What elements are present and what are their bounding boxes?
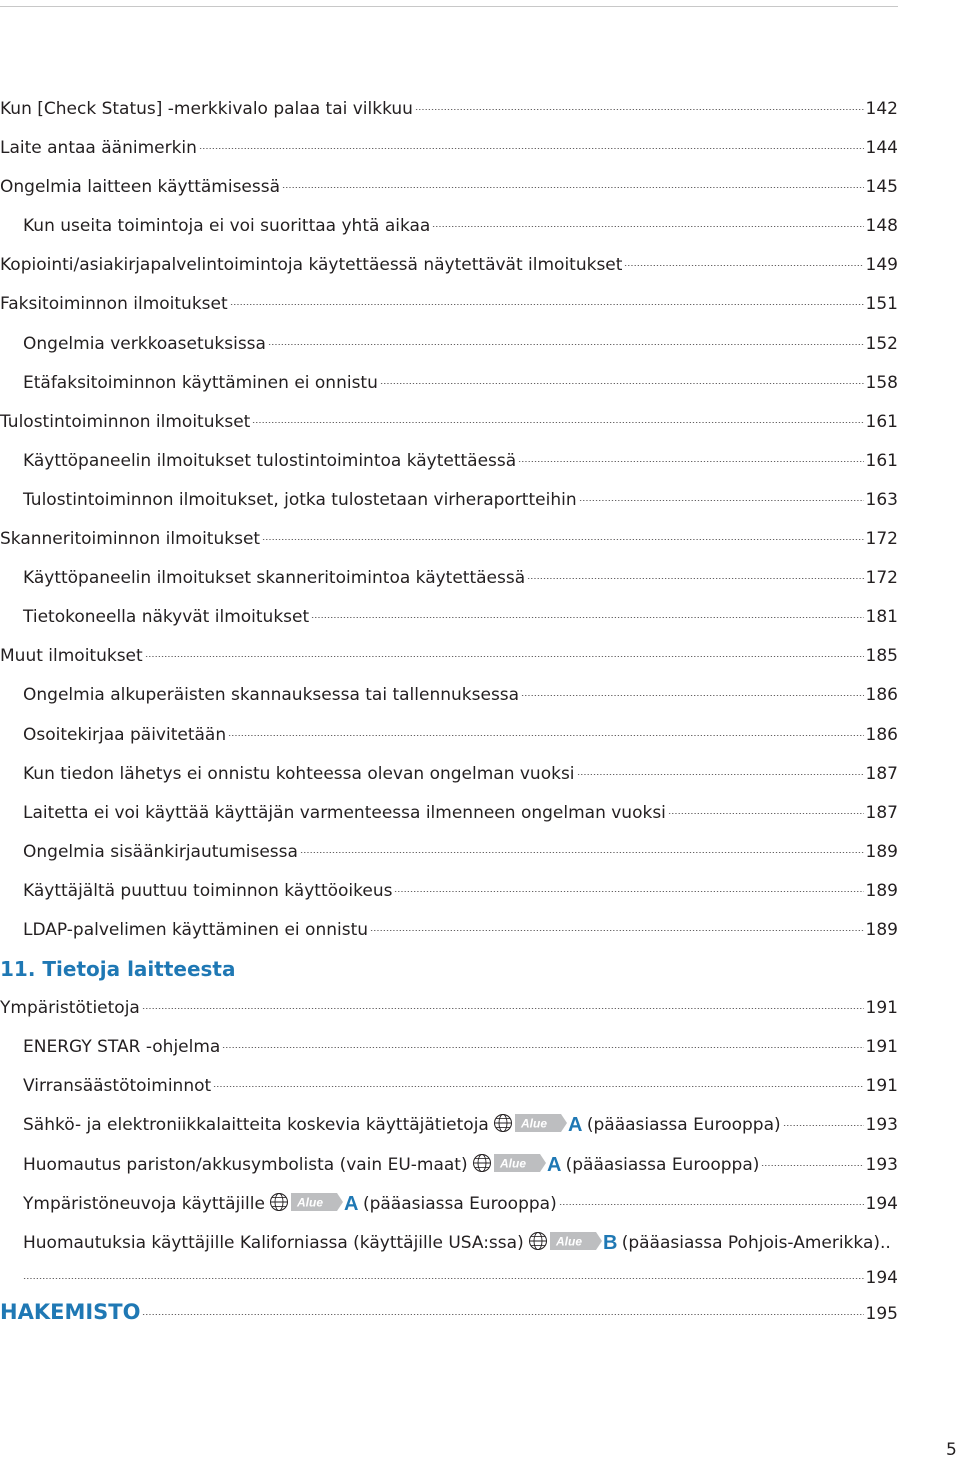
toc-entry[interactable] [0, 1185, 898, 1224]
toc-entry-page: 144 [865, 138, 898, 159]
toc-entry-page: 145 [865, 177, 898, 198]
toc-entry[interactable] [0, 285, 898, 324]
dot-leader [213, 1086, 863, 1087]
toc-entry-page: 172 [865, 529, 898, 550]
toc-entry[interactable] [0, 833, 898, 872]
toc-entry[interactable] [0, 129, 898, 168]
region-badge [548, 1230, 618, 1252]
toc-entry-page: 194 [865, 1267, 898, 1288]
toc-entry-page: 181 [865, 607, 898, 628]
toc-entry-title: Ongelmia laitteen käyttämisessä [0, 177, 281, 198]
dot-leader [577, 774, 864, 775]
toc-entry-title: Skanneritoiminnon ilmoitukset [0, 529, 261, 550]
toc-entry-title: Ympäristötietoja [0, 998, 140, 1019]
toc-entry-page: 152 [865, 333, 898, 354]
dot-leader [252, 422, 863, 423]
dot-leader [380, 383, 864, 384]
toc-entry-title: Kopiointi/asiakirjapalvelintoimintoja käytettäessä näytettävät ilmoitukset [0, 255, 623, 276]
toc-entry-page: 149 [865, 255, 898, 276]
toc-entry-title [23, 1106, 781, 1145]
toc-entry-title [23, 1224, 891, 1263]
region-letter: A [567, 1114, 583, 1135]
toc-entry[interactable] [0, 1146, 898, 1185]
toc-entry-page: 163 [865, 489, 898, 510]
toc-entry-page: 172 [865, 568, 898, 589]
region-word: Alue [499, 1156, 526, 1171]
toc-entry[interactable] [0, 872, 898, 911]
dot-leader [624, 265, 863, 266]
toc-entry[interactable] [0, 989, 898, 1028]
dot-leader [268, 344, 864, 345]
toc-entry-page: 158 [865, 372, 898, 393]
dot-leader [370, 930, 864, 931]
region-badge [289, 1191, 359, 1213]
toc-entry-region-text: (pääasiassa Pohjois-Amerikka).. [621, 1232, 891, 1253]
dot-leader [230, 304, 864, 305]
toc-entry-text: Huomautus pariston/akkusymbolista (vain EU-maat) [23, 1154, 468, 1175]
dot-leader [228, 735, 863, 736]
toc-entry-title: Kun [Check Status] -merkkivalo palaa tai vilkkuu [0, 99, 413, 119]
region-word: Alue [520, 1116, 547, 1131]
toc-entry-page: 161 [865, 411, 898, 432]
toc-entry[interactable] [0, 1028, 898, 1067]
region-letter: B [602, 1231, 618, 1252]
dot-leader [142, 1314, 863, 1315]
toc-entry[interactable] [0, 755, 898, 794]
toc-entry[interactable] [0, 90, 898, 129]
toc-entry[interactable] [0, 403, 898, 442]
dot-leader [142, 1008, 864, 1009]
toc-entry[interactable] [0, 364, 898, 403]
toc-entry-page: 193 [865, 1115, 898, 1136]
region-mark [269, 1191, 359, 1213]
toc-entry-page: 148 [865, 216, 898, 237]
toc-entry-page: 185 [865, 646, 898, 667]
dot-leader [527, 578, 863, 579]
toc-entry-title: Laitetta ei voi käyttää käyttäjän varmenteessa ilmenneen ongelman vuoksi [23, 802, 666, 823]
toc-entry-title: Muut ilmoitukset [0, 646, 143, 667]
dot-leader [761, 1165, 863, 1166]
dot-leader [222, 1047, 863, 1048]
toc-entry-region-text: (pääasiassa Eurooppa) [565, 1154, 760, 1175]
toc-entry[interactable] [0, 442, 898, 481]
chapter-heading[interactable]: 11. Tietoja laitteesta [0, 957, 236, 982]
toc-entry[interactable] [0, 246, 898, 285]
toc-entry-title: Käyttäjältä puuttuu toiminnon käyttöoikeus [23, 880, 393, 901]
dot-leader [432, 226, 863, 227]
toc-entry-page: 189 [865, 841, 898, 862]
toc-entry-title [23, 1146, 759, 1185]
toc-entry[interactable] [0, 794, 898, 833]
toc-entry-text: Huomautuksia käyttäjille Kaliforniassa (käyttäjille USA:ssa) [23, 1232, 524, 1253]
dot-leader [783, 1125, 864, 1126]
dot-leader [145, 656, 864, 657]
toc-entry[interactable] [0, 911, 898, 950]
dot-leader [579, 500, 864, 501]
toc-entry-title: Laite antaa äänimerkin [0, 138, 197, 159]
toc-entry-title: Ongelmia alkuperäisten skannauksessa tai tallennuksessa [23, 685, 520, 706]
toc-entry-region-text: (pääasiassa Eurooppa) [362, 1193, 557, 1214]
region-mark [493, 1112, 583, 1134]
toc-entry-page: 186 [865, 724, 898, 745]
toc-entry-title: Kun useita toimintoja ei voi suorittaa yhtä aikaa [23, 216, 431, 237]
table-of-contents [0, 90, 898, 1332]
toc-entry-page: 187 [865, 802, 898, 823]
dot-leader [311, 617, 863, 618]
toc-entry[interactable] [0, 598, 898, 637]
toc-entry-title: Käyttöpaneelin ilmoitukset skanneritoimintoa käytettäessä [23, 568, 526, 589]
toc-entry-title: Ongelmia verkkoasetuksissa [23, 333, 266, 354]
region-mark [472, 1152, 562, 1174]
toc-entry[interactable] [0, 1106, 898, 1145]
top-rule [0, 6, 898, 7]
toc-entry-title: Tietokoneella näkyvät ilmoitukset [23, 607, 310, 628]
index-entry[interactable] [0, 1293, 898, 1332]
globe-icon [269, 1192, 289, 1212]
toc-entry-page: 189 [865, 919, 898, 940]
toc-entry[interactable] [0, 325, 898, 364]
toc-entry-page: 189 [865, 880, 898, 901]
toc-entry[interactable] [0, 207, 898, 246]
toc-entry[interactable] [0, 637, 898, 676]
region-letter: A [546, 1153, 562, 1174]
toc-entry-page: 191 [865, 1037, 898, 1058]
region-letter: A [343, 1192, 359, 1213]
toc-entry-title: Osoitekirjaa päivitetään [23, 724, 227, 745]
dot-leader [668, 813, 864, 814]
dot-leader [300, 852, 864, 853]
dot-leader [521, 695, 863, 696]
toc-entry-page: 186 [865, 685, 898, 706]
toc-entry-title: Tulostintoiminnon ilmoitukset, jotka tulostetaan virheraportteihin [23, 489, 577, 510]
toc-entry-page: 187 [865, 763, 898, 784]
toc-entry-region-text: (pääasiassa Eurooppa) [586, 1115, 781, 1136]
toc-entry-text: Ympäristöneuvoja käyttäjille [23, 1193, 265, 1214]
region-badge [492, 1152, 562, 1174]
toc-entry-title: Virransäästötoiminnot [23, 1076, 212, 1097]
dot-leader [199, 148, 864, 149]
toc-entry[interactable] [0, 1067, 898, 1106]
page-number: 5 [946, 1440, 957, 1460]
toc-entry-title: Faksitoiminnon ilmoitukset [0, 294, 228, 315]
toc-entry[interactable] [0, 1224, 898, 1263]
toc-entry-title: Käyttöpaneelin ilmoitukset tulostintoimintoa käytettäessä [23, 450, 517, 471]
toc-entry-title: Tulostintoiminnon ilmoitukset [0, 411, 251, 432]
toc-entry-page: 193 [865, 1154, 898, 1175]
region-mark [528, 1230, 618, 1252]
toc-entry[interactable] [0, 559, 898, 598]
toc-entry-page: 191 [865, 1076, 898, 1097]
index-page: 195 [865, 1303, 898, 1324]
toc-entry-continuation[interactable] [0, 1263, 898, 1293]
region-word: Alue [296, 1195, 323, 1210]
dot-leader [282, 187, 864, 188]
toc-entry[interactable] [0, 676, 898, 715]
toc-entry-title: Etäfaksitoiminnon käyttäminen ei onnistu [23, 372, 378, 393]
region-word: Alue [555, 1234, 582, 1249]
globe-icon [493, 1113, 513, 1133]
dot-leader [23, 1278, 864, 1279]
index-title: HAKEMISTO [0, 1299, 141, 1324]
toc-entry-page: 191 [865, 998, 898, 1019]
region-badge [513, 1112, 583, 1134]
toc-entry[interactable] [0, 520, 898, 559]
toc-entry-title: Kun tiedon lähetys ei onnistu kohteessa olevan ongelman vuoksi [23, 763, 575, 784]
toc-entry-page: 161 [865, 450, 898, 471]
dot-leader [415, 109, 864, 110]
toc-entry-title [23, 1185, 557, 1224]
dot-leader [518, 461, 863, 462]
globe-icon [528, 1231, 548, 1251]
dot-leader [559, 1204, 864, 1205]
toc-entry-title: ENERGY STAR -ohjelma [23, 1037, 221, 1058]
toc-entry[interactable] [0, 481, 898, 520]
toc-entry-text: Sähkö- ja elektroniikkalaitteita koskevia käyttäjätietoja [23, 1115, 489, 1136]
toc-entry-page: 142 [865, 99, 898, 119]
toc-entry-page: 151 [865, 294, 898, 315]
globe-icon [472, 1153, 492, 1173]
toc-entry-title: LDAP-palvelimen käyttäminen ei onnistu [23, 919, 369, 940]
toc-entry[interactable] [0, 168, 898, 207]
toc-entry-page: 194 [865, 1193, 898, 1214]
dot-leader [394, 891, 863, 892]
dot-leader [262, 539, 863, 540]
toc-entry[interactable] [0, 716, 898, 755]
toc-entry-title: Ongelmia sisäänkirjautumisessa [23, 841, 298, 862]
